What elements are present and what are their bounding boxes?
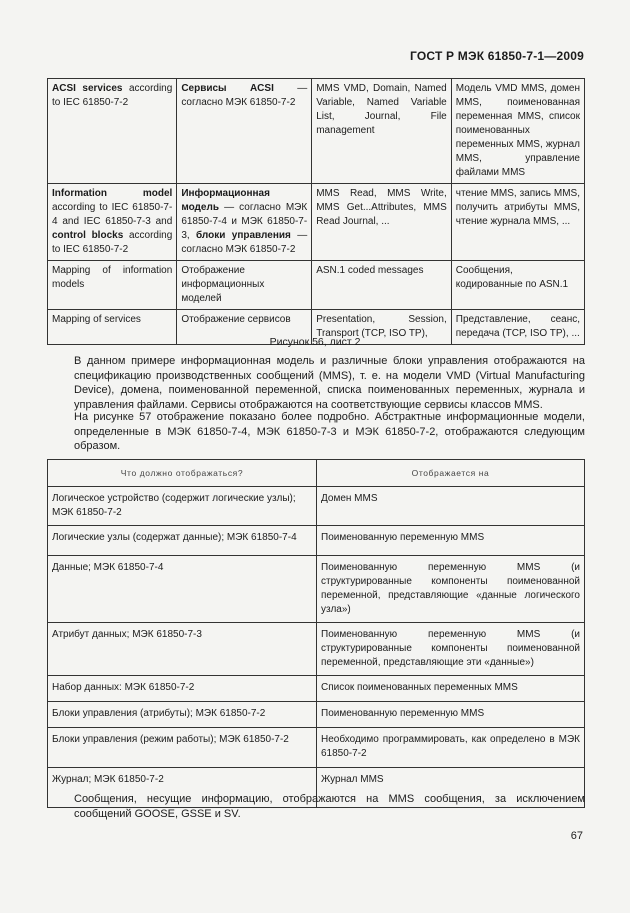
target-cell: Домен MMS [317, 487, 585, 526]
cell-text: ACSI services [52, 83, 123, 94]
table-cell: Presentation, Session, Transport (TCP, ISO TP), [312, 310, 452, 345]
cell-text: блоки управления [196, 230, 291, 241]
table-cell: чтение MMS, запись MMS, получить атрибуты MMS, чтение журнала MMS, ... [451, 184, 584, 261]
source-cell: Набор данных: МЭК 61850-7-2 [48, 676, 317, 702]
table-cell: MMS VMD, Domain, Named Variable, Named Variable List, Journal, File management [312, 79, 452, 184]
table-row [48, 79, 585, 184]
source-cell: Логическое устройство (содержит логические узлы); МЭК 61850-7-2 [48, 487, 317, 526]
cell-text: according to IEC 61850-7-2 [52, 230, 173, 255]
table-row [48, 702, 585, 728]
table-cell: Модель VMD MMS, домен MMS, поименованная переменная MMS, список поименованных переменных MMS, журнал MMS, управление файлами MMS [451, 79, 584, 184]
table-cell: ASN.1 coded messages [312, 261, 452, 310]
target-cell: Журнал MMS [317, 768, 585, 808]
table-row [48, 184, 585, 261]
cell-text: Отображение сервисов [181, 314, 291, 325]
page-number: 67 [570, 830, 583, 842]
table-row [48, 676, 585, 702]
mapping-detail-table [47, 459, 585, 808]
target-cell: Список поименованных переменных MMS [317, 676, 585, 702]
table-header-row [48, 460, 585, 487]
cell-text: — согласно МЭК 61850-7-2 [181, 83, 308, 108]
figure-caption: Рисунок 56, лист 2 [269, 336, 361, 348]
source-cell: Данные; МЭК 61850-7-4 [48, 556, 317, 623]
target-cell: Поименованную переменную MMS [317, 526, 585, 556]
table-cell: Представление, сеанс, передача (TCP, ISO TP), ... [451, 310, 584, 345]
target-cell: Необходимо программировать, как определено в МЭК 61850-7-2 [317, 728, 585, 768]
mapping-table [47, 78, 585, 345]
cell-text: — согласно МЭК 61850-7-2 [181, 230, 308, 255]
cell-text: Информационная модель [181, 188, 270, 213]
cell-text: according to IEC 61850-7-2 [52, 83, 173, 108]
cell-text: control blocks [52, 230, 124, 241]
table-row [48, 261, 585, 310]
table-cell [48, 184, 177, 261]
cell-text: — согласно МЭК 61850-7-4 и МЭК 61850-7-3, [181, 202, 308, 241]
table-cell [48, 79, 177, 184]
table-row [48, 728, 585, 768]
table-row [48, 623, 585, 676]
table-row [48, 526, 585, 556]
table-cell: Сообщения, кодированные по ASN.1 [451, 261, 584, 310]
table-cell [177, 261, 312, 310]
column-header-target: Отображается на [317, 460, 585, 487]
cell-text: Information model [52, 188, 173, 199]
column-header-source: Что должно отображаться? [48, 460, 317, 487]
target-cell: Поименованную переменную MMS (и структурированные компоненты поименованной переменной, представляющие «данные логического узла») [317, 556, 585, 623]
source-cell: Блоки управления (режим работы); МЭК 61850-7-2 [48, 728, 317, 768]
source-cell: Журнал; МЭК 61850-7-2 [48, 768, 317, 808]
table-row [48, 556, 585, 623]
cell-text: Отображение информационных моделей [181, 265, 265, 304]
target-cell: Поименованную переменную MMS (и структурированные компоненты поименованной переменной, представляющие эти «данные») [317, 623, 585, 676]
cell-text: Сервисы ACSI [181, 83, 274, 94]
document-header: ГОСТ Р МЭК 61850-7-1—2009 [410, 49, 584, 63]
table-cell [48, 261, 177, 310]
source-cell: Логические узлы (содержат данные); МЭК 61850-7-4 [48, 526, 317, 556]
cell-text: according to IEC 61850-7-4 and IEC 61850-7-3 and [52, 202, 173, 227]
paragraph-2 [47, 410, 585, 454]
table-cell: MMS Read, MMS Write, MMS Get...Attributes, MMS Read Journal, ... [312, 184, 452, 261]
paragraph-1-text: В данном примере информационная модель и различные блоки управления отображаются на спецификацию производственных сообщений (MMS), т. е. на модели VMD (Virtual Manufacturing Device), домена, поименованной переменной, списка поименованных переменных, журнала и управления файлами. Сервисы отображаются на соответствующие сервисы классов MMS. [74, 355, 585, 411]
paragraph-1 [47, 354, 585, 412]
target-cell: Поименованную переменную MMS [317, 702, 585, 728]
paragraph-2-text: На рисунке 57 отображение показано более подробно. Абстрактные информационные модели, определенные в МЭК 61850-7-4, МЭК 61850-7-3 и МЭК 61850-7-2, отображаются следующим образом. [74, 411, 585, 452]
paragraph-3-text: Сообщения, несущие информацию, отображаются на MMS сообщения, за исключением сообщений GOOSE, GSSE и SV. [74, 793, 585, 820]
cell-text: Mapping of services [52, 314, 141, 325]
table-row [48, 487, 585, 526]
source-cell: Блоки управления (атрибуты); МЭК 61850-7-2 [48, 702, 317, 728]
paragraph-3 [47, 792, 585, 821]
table-cell [177, 184, 312, 261]
source-cell: Атрибут данных; МЭК 61850-7-3 [48, 623, 317, 676]
table-cell [177, 79, 312, 184]
cell-text: Mapping of information models [52, 265, 173, 290]
